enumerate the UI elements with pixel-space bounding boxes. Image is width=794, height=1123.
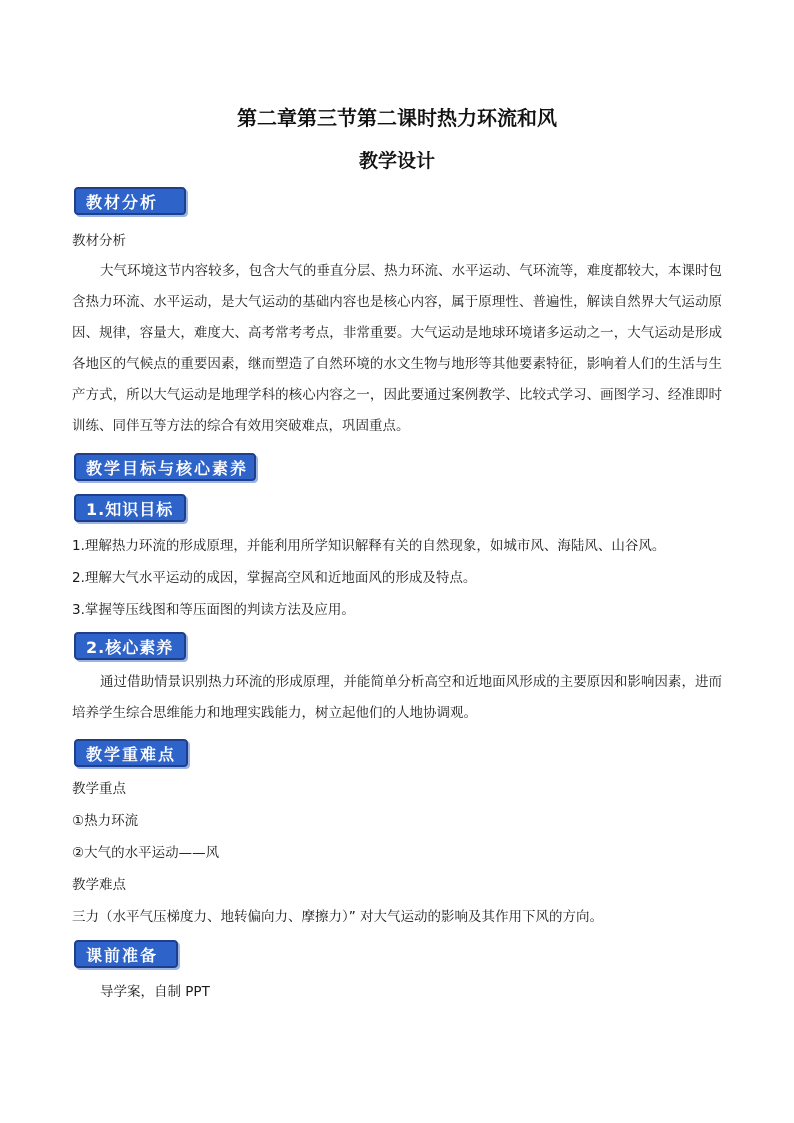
section-badge-prep: 课前准备 — [74, 940, 178, 968]
knowledge-item-2: 2.理解大气水平运动的成因，掌握高空风和近地面风的形成及特点。 — [72, 570, 477, 586]
analysis-paragraph: 大气环境这节内容较多，包含大气的垂直分层、热力环流、水平运动、气环流等，难度都较大，本课时包含热力环流、水平运动，是大气运动的基础内容也是核心内容，属于原理性、普遍性，解读自然界大气运动原因、规律，容量大，难度大、高考常考考点，非常重要。大气运动是地球环境诸多运动之一，大气运动是形成各地区的气候点的重要因素，继而塑造了自然环境的水文生物与地形等其他要素特征，影响着人们的生活与生产方式，所以大气运动是地理学科的核心内容之一，因此要通过案例教学、比较式学习、画图学习、经准即时训练、同伴互等方法的综合有效用突破难点，巩固重点。 — [72, 263, 722, 434]
section-badge-goals: 教学目标与核心素养 — [74, 453, 256, 481]
literacy-paragraph: 通过借助情景识别热力环流的形成原理，并能简单分析高空和近地面风形成的主要原因和影响因素，进而培养学生综合思维能力和地理实践能力，树立起他们的人地协调观。 — [72, 674, 722, 721]
section-badge-analysis: 教材分析 — [74, 187, 186, 215]
document-subtitle: 教学设计 — [358, 150, 435, 172]
focus-item-1: ①热力环流 — [72, 813, 139, 829]
subsection-badge-literacy: 2.核心素养 — [74, 632, 186, 660]
knowledge-item-1: 1.理解热力环流的形成原理，并能利用所学知识解释有关的自然现象，如城市风、海陆风、山谷风。 — [72, 538, 666, 554]
document-title: 第二章第三节第二课时热力环流和风 — [237, 106, 557, 130]
focus-label: 教学重点 — [72, 781, 126, 797]
knowledge-item-3: 3.掌握等压线图和等压面图的判读方法及应用。 — [72, 602, 355, 618]
subsection-badge-knowledge: 1.知识目标 — [74, 494, 186, 522]
analysis-label: 教材分析 — [72, 233, 126, 249]
focus-item-2: ②大气的水平运动——风 — [72, 845, 220, 861]
section-badge-keypoints: 教学重难点 — [74, 739, 188, 767]
difficulty-label: 教学难点 — [72, 877, 126, 893]
difficulty-text: 三力（水平气压梯度力、地转偏向力、摩擦力）” 对大气运动的影响及其作用下风的方向。 — [72, 909, 604, 925]
prep-text: 导学案，自制 PPT — [100, 984, 210, 1000]
